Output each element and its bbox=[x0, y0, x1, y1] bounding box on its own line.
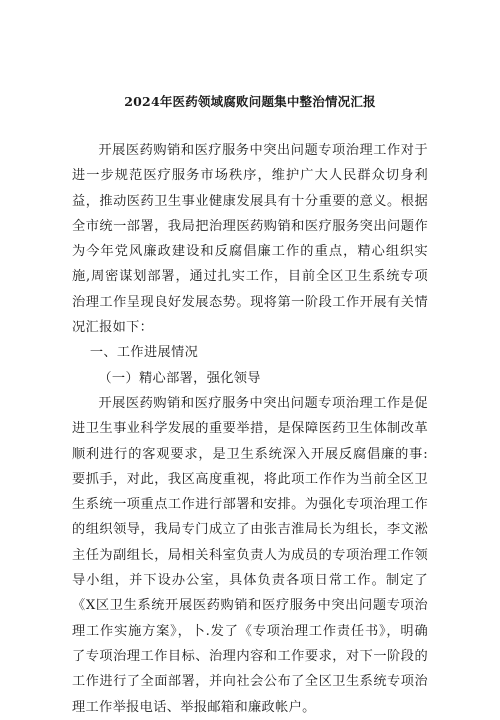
document-title: 2024年医药领域腐败问题集中整治情况汇报 bbox=[124, 94, 376, 109]
intro-paragraph: 开展医药购销和医疗服务中突出问题专项治理工作对于进一步规范医疗服务市场秩序，维护广大人民群众切身利益，推动医药卫生事业健康发展具有十分重要的意义。根据全市统一部署，我局把治理医药购销和医疗服务突出问题作为今年党风廉政建设和反腐倡廉工作的重点，精心组织实施,周密谋划部署，通过扎实工作，目前全区卫生系统专项治理工作呈现良好发展态势。现将第一阶段工作开展有关情况汇报如下： bbox=[72, 143, 428, 336]
body-paragraph-deployment: 开展医药购销和医疗服务中突出问题专项治理工作是促进卫生事业科学发展的重要举措，是保障医药卫生体制改革顺利进行的客观要求，是卫生系统深入开展反腐倡廉的事:要抓手，对此，我区高度重视，将此项工作作为当前全区卫生系统一项重点工作进行部署和安排。为强化专项治理工作的组织领导，我局专门成立了由张吉淮局长为组长，李文淞主任为副组长，局相关科室负责人为成员的专项治理工作领导小组，并下设办公室，具体负责各项日常工作。制定了《X区卫生系统开展医药购销和医疗服务中突出问题专项治理工作实施方案》，卜.发了《专项治理工作责任书》，明确了专项治理工作目标、治理内容和工作要求，对下一阶段的工作进行了全面部署，并向社会公布了全区卫生系统专项治理工作举报电话、举报邮箱和廉政帐户。 bbox=[72, 395, 428, 715]
document-body bbox=[72, 138, 428, 720]
section-heading-work-progress: 一、工作进展情况 bbox=[89, 345, 199, 361]
subsection-heading-deployment: （一）精心部署，强化领导 bbox=[98, 370, 261, 386]
